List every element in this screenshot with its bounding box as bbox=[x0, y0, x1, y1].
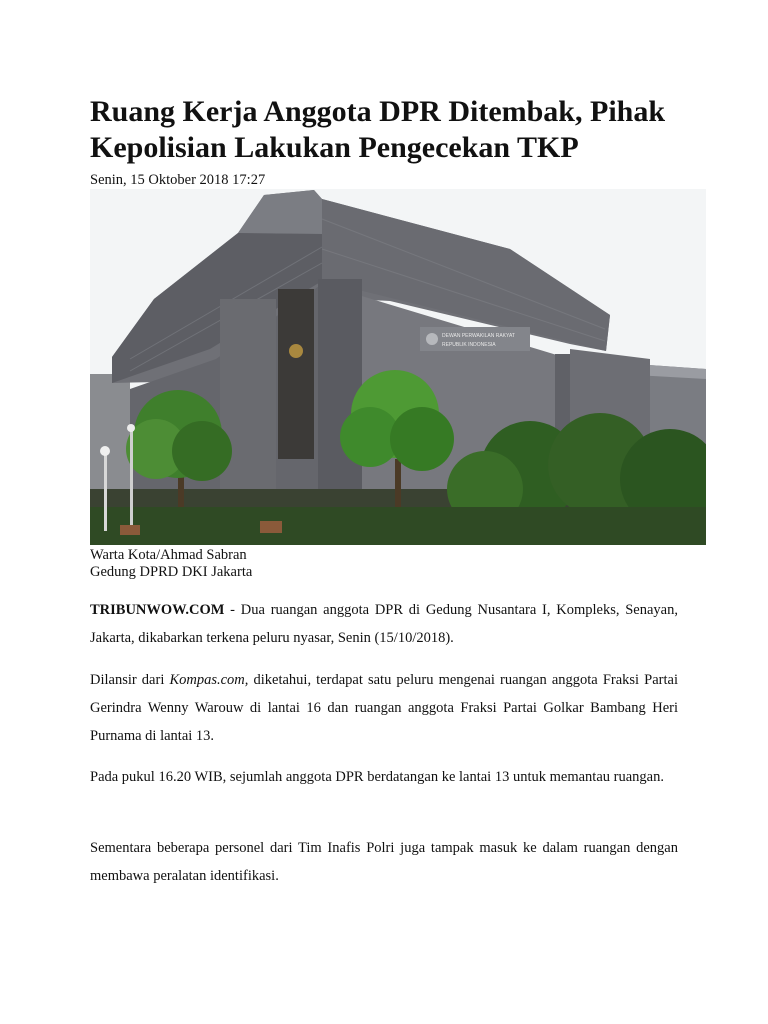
photo-caption bbox=[90, 547, 252, 581]
paragraph-3: Pada pukul 16.20 WIB, sejumlah anggota DPR berdatangan ke lantai 13 untuk memantau ruangan. bbox=[90, 769, 664, 785]
building-sign-line1: DEWAN PERWAKILAN RAKYAT bbox=[442, 333, 515, 339]
source-brand: TRIBUNWOW.COM bbox=[90, 602, 225, 618]
building-photo-drawing bbox=[90, 189, 706, 545]
paragraph-2 bbox=[90, 666, 678, 750]
paragraph-1-text: - Dua ruangan anggota DPR di Gedung Nusantara I, Kompleks, Senayan, Jakarta, dikabarkan terkena peluru nyasar, Senin (15/10/2018). bbox=[90, 602, 678, 646]
building-sign-line2: REPUBLIK INDONESIA bbox=[442, 342, 496, 348]
building-photo bbox=[90, 189, 706, 545]
paragraph-1 bbox=[90, 596, 678, 652]
photo-credit: Warta Kota/Ahmad Sabran bbox=[90, 547, 247, 563]
paragraph-4: Sementara beberapa personel dari Tim Inafis Polri juga tampak masuk ke dalam ruangan dengan membawa peralatan identifikasi. bbox=[90, 840, 678, 884]
source-reference: Kompas.com, bbox=[169, 672, 249, 688]
photo-title: Gedung DPRD DKI Jakarta bbox=[90, 564, 253, 580]
article-headline: Ruang Kerja Anggota DPR Ditembak, Pihak Kepolisian Lakukan Pengecekan TKP bbox=[90, 95, 666, 164]
paragraph-2-text: diketahui, terdapat satu peluru mengenai ruangan anggota Fraksi Partai Gerindra Wenny Warouw di lantai 16 dan ruangan anggota Fraksi Partai Golkar Bambang Heri Purnama di lantai 13. bbox=[90, 672, 678, 744]
paragraph-2-lead: Dilansir dari bbox=[90, 672, 170, 688]
article-dateline: Senin, 15 Oktober 2018 17:27 bbox=[90, 172, 266, 188]
